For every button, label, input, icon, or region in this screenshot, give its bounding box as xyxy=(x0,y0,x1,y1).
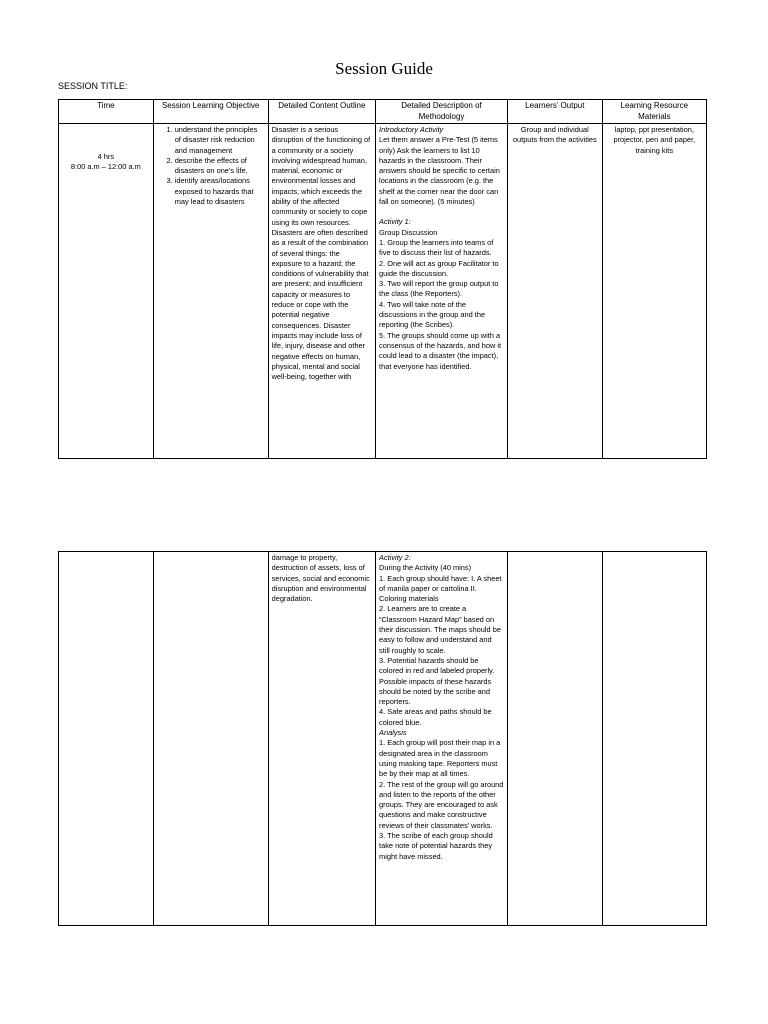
objective-item: 2. describe the effects of disasters on one’s life. xyxy=(175,156,265,177)
resources-cell xyxy=(602,124,706,459)
activity1-step: 4. Two will take note of the discussions in the group and the reporting (the Scribes). xyxy=(379,299,486,330)
table-header-row xyxy=(59,100,707,124)
table-row xyxy=(59,124,707,459)
output-text: Group and individual outputs from the activities xyxy=(512,125,597,145)
output-cell-empty xyxy=(507,552,602,926)
duration: 4 hrs xyxy=(97,152,115,161)
methodology-cell xyxy=(376,124,508,459)
time-cell-empty xyxy=(59,552,154,926)
table-row xyxy=(59,552,707,926)
activity1-step: 1. Group the learners into teams of five to discuss their list of hazards. xyxy=(379,237,494,258)
activity2-subheading: During the Activity (40 mins) xyxy=(379,563,472,573)
objective-cell xyxy=(153,124,268,459)
content-cell xyxy=(268,552,375,926)
methodology-cell xyxy=(376,552,508,926)
header-resources: Learning Resource Materials xyxy=(602,100,706,124)
content-text-continued: damage to property, destruction of assets, loss of services, social and economic disruption and environmental degradation. xyxy=(271,553,370,604)
resources-text: laptop, ppt presentation, projector, pen and paper, training kits xyxy=(613,125,696,155)
resources-cell-empty xyxy=(602,552,706,926)
session-title-label: SESSION TITLE: xyxy=(58,81,128,91)
analysis-step: 3. The scribe of each group should take note of potential hazards they might have missed. xyxy=(379,831,493,861)
intro-activity-heading: Introductory Activity xyxy=(379,125,444,134)
activity2-step: 1. Each group should have: I. A sheet of manila paper or cartolina II. Coloring materials xyxy=(379,573,502,604)
content-text: Disaster is a serious disruption of the functioning of a community or a society involving widespread human, material, economic or environmental losses and impacts, which exceeds the ability of the affected community or society to cope using its own resources. Disasters are often described as a result of the combination of several things: the exposure to a hazard; the conditions of vulnerability that are present; and insufficient capacity or measures to reduce or cope with the potential negative consequences. Disaster impacts may include loss of life, injury, disease and other negative effects on human, physical, mental and social well-being, together with xyxy=(271,125,371,382)
header-methodology: Detailed Description of Methodology xyxy=(376,100,508,124)
analysis-step: 2. The rest of the group will go around and listen to the reports of the other groups. They are encouraged to ask questions and make constructive reviews of their classmates’ works. xyxy=(379,779,504,830)
activity2-step: 4. Safe areas and paths should be colored blue. xyxy=(379,707,492,727)
activity2-step: 2. Learners are to create a “Classroom Hazard Map” based on their discussion. The maps should be easy to follow and understand and still roughly to scale. xyxy=(379,604,501,655)
activity1-heading: Activity 1: xyxy=(379,217,411,227)
output-cell xyxy=(507,124,602,459)
time-cell xyxy=(59,124,154,459)
header-time: Time xyxy=(59,100,154,124)
activity1-step: 2. One will act as group Facilitator to guide the discussion. xyxy=(379,258,499,278)
header-content: Detailed Content Outline xyxy=(268,100,375,124)
activity2-heading: Activity 2: xyxy=(379,553,411,562)
page-title: Session Guide xyxy=(335,59,433,78)
intro-activity-text: Let them answer a Pre-Test (5 items only) Ask the learners to list 10 hazards in the classroom. Their answers should be specific to certain locations in the classroom (e.g. the shelf at the corner near the door can fall on someone). (5 minutes) xyxy=(379,135,500,207)
objective-list xyxy=(157,125,265,207)
activity1-step: 5. The groups should come up with a consensus of the hazards, and how it could lead to a disaster (the impact), that everyone has identified. xyxy=(379,330,502,371)
activity1-step: 3. Two will report the group output to the class (the Reporters). xyxy=(379,279,499,299)
objective-item: 3. identify areas/locations exposed to hazards that may lead to disasters xyxy=(175,176,265,207)
activity1-subheading: Group Discussion xyxy=(379,227,438,237)
header-objective: Session Learning Objective xyxy=(153,100,268,124)
time-range: 8:00 a.m – 12:00 a.m xyxy=(70,162,141,172)
content-cell xyxy=(268,124,375,459)
header-output: Learners’ Output xyxy=(507,100,602,124)
analysis-heading: Analysis xyxy=(379,728,407,738)
objective-item: 1. understand the principles of disaster risk reduction and management xyxy=(175,125,265,156)
objective-cell-empty xyxy=(153,552,268,926)
session-table-page2 xyxy=(58,551,707,926)
session-table-page1 xyxy=(58,99,707,459)
activity2-step: 3. Potential hazards should be colored in red and labeled properly. Possible impacts of these hazards should be noted by the scribe and reporters. xyxy=(379,655,495,707)
analysis-step: 1. Each group will post their map in a designated area in the classroom using masking tape. Reporters must be by their map at all times. xyxy=(379,738,501,779)
